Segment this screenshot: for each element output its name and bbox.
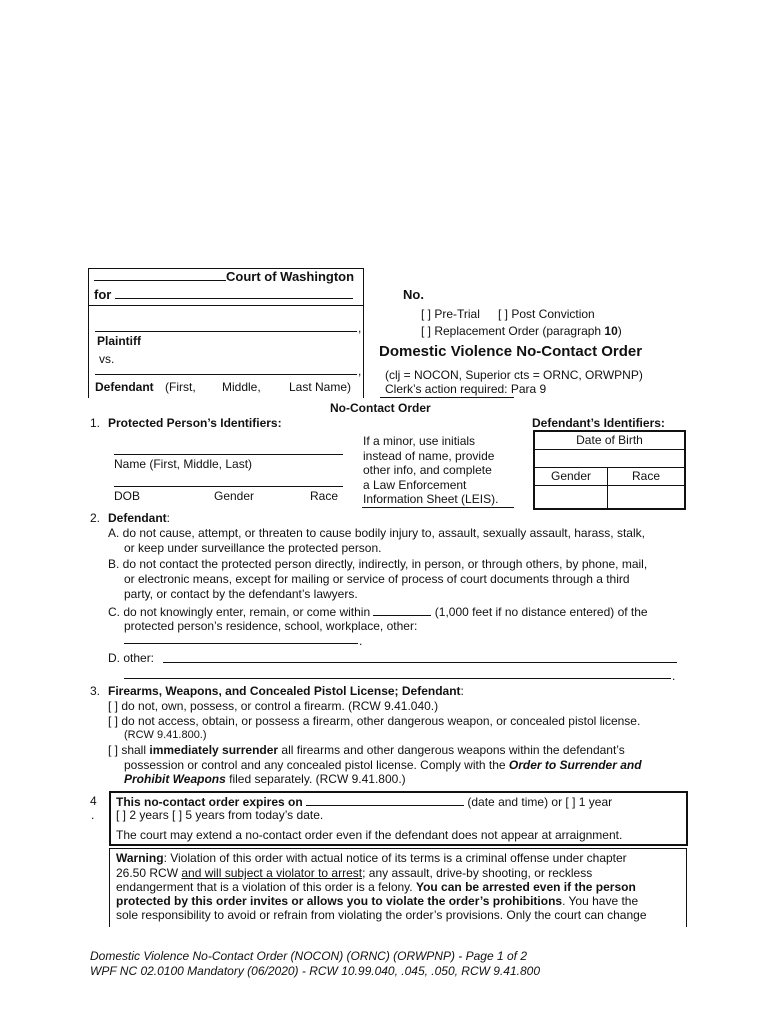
s4-line1	[116, 794, 612, 809]
other-location-period: .	[359, 634, 363, 648]
caption-right-border	[363, 268, 364, 398]
warning-line2	[116, 866, 592, 880]
defendant-middle: Middle,	[222, 380, 261, 394]
s3-l5-pre: possession or control and any concealed pistol license. Comply with the	[124, 758, 509, 772]
def-race-label: Race	[631, 469, 660, 483]
footer-line2: WPF NC 02.0100 Mandatory (06/2020) - RCW 10.99.040, .045, .050, RCW 9.41.800	[90, 964, 541, 978]
protected-dob: DOB	[114, 489, 141, 503]
defendant-identifiers-heading: Defendant’s Identifiers:	[532, 416, 665, 430]
defendant-identifiers-table	[533, 430, 686, 510]
def-gender-entry[interactable]	[535, 486, 608, 508]
s4-dot: .	[91, 808, 95, 822]
s3-num: 3.	[90, 684, 101, 698]
protected-race: Race	[310, 489, 339, 503]
expiration-note: The court may extend a no-contact order even if the defendant does not appear at arraignment.	[116, 828, 623, 842]
minor-note-2: instead of name, provide	[363, 449, 495, 463]
defendant-label: Defendant	[95, 380, 154, 394]
s1-heading: Protected Person’s Identifiers:	[108, 416, 282, 430]
warning-line3	[116, 880, 636, 894]
protected-gender: Gender	[214, 489, 255, 503]
protected-name-label: Name (First, Middle, Last)	[114, 457, 253, 471]
warning-t2-pre: 26.50 RCW	[116, 866, 182, 880]
defendant-last: Last Name)	[289, 380, 352, 394]
warning-t3-pre: endangerment that is a violation of this order is a felony.	[116, 880, 416, 894]
court-blank[interactable]	[94, 269, 226, 281]
order-title: Domestic Violence No-Contact Order	[379, 343, 643, 360]
protected-id-blank[interactable]	[114, 476, 343, 487]
def-gender-label: Gender	[550, 469, 592, 483]
warning-t3-bold: You can be arrested even if the person	[415, 880, 636, 894]
def-dob-cell[interactable]	[535, 432, 684, 450]
s3-l4-bold: immediately surrender	[149, 743, 279, 757]
clerk-underline	[380, 397, 514, 398]
warning-line4	[116, 894, 638, 908]
clerk-note: Clerk’s action required: Para 9	[385, 382, 547, 396]
minor-note-5: Information Sheet (LEIS).	[363, 492, 499, 506]
minor-note-underline	[362, 507, 514, 508]
replacement-order-checkbox[interactable]	[421, 324, 622, 338]
replacement-num: 10	[604, 324, 618, 338]
other-location-blank[interactable]	[124, 633, 358, 644]
s3-l5-bold: Order to Surrender and	[508, 758, 642, 772]
s3-l6-bold: Prohibit Weapons	[124, 772, 226, 786]
post-conviction-checkbox[interactable]: [ ] Post Conviction	[498, 307, 595, 321]
s2-num: 2.	[90, 511, 101, 525]
s2-d-label: D. other:	[108, 651, 155, 665]
case-number-label: No.	[403, 287, 424, 302]
defendant-blank[interactable]	[95, 362, 357, 375]
replacement-prefix: [ ] Replacement Order (paragraph	[421, 324, 605, 338]
s3-heading: Firearms, Weapons, and Concealed Pistol License; Defendant	[108, 684, 461, 698]
s2-a-line1: A. do not cause, attempt, or threaten to cause bodily injury to, assault, sexually assault, harass, stalk,	[108, 526, 645, 540]
plaintiff-label: Plaintiff	[97, 334, 141, 348]
s2-c-line1	[108, 604, 648, 619]
def-dob-entry[interactable]	[535, 450, 684, 468]
caption-mid-border	[88, 305, 364, 306]
s3-l4-pre: [ ] shall	[108, 743, 150, 757]
plaintiff-blank[interactable]	[95, 319, 357, 332]
s3-l4-post: all firearms and other dangerous weapons within the defendant’s	[278, 743, 625, 757]
other-restriction-blank-1[interactable]	[163, 651, 677, 663]
s2-heading: Defendant	[108, 511, 167, 525]
firearm-surrender-checkbox[interactable]	[108, 743, 625, 757]
section-title: No-Contact Order	[330, 401, 431, 415]
warning-label: Warning	[116, 851, 164, 865]
s3-line5	[124, 758, 642, 772]
defendant-comma: ,	[358, 364, 362, 378]
s2-c-pre: C. do not knowingly enter, remain, or come within	[108, 605, 374, 619]
defendant-line	[95, 380, 154, 394]
warning-t2-u: and will subject a violator to arrest	[181, 866, 363, 880]
s3-heading-line	[108, 684, 464, 698]
def-gender-cell[interactable]	[535, 468, 608, 486]
expiration-options[interactable]: [ ] 2 years [ ] 5 years from today’s date.	[116, 808, 324, 822]
s2-c-line2: protected person’s residence, school, workplace, other:	[124, 619, 418, 633]
def-dob-label: Date of Birth	[576, 433, 643, 447]
firearm-possess-checkbox[interactable]: [ ] do not, own, possess, or control a firearm. (RCW 9.41.040.)	[108, 699, 439, 713]
for-label: for	[94, 287, 112, 302]
s1-num: 1.	[90, 416, 101, 430]
s2-b-line1: B. do not contact the protected person directly, indirectly, in person, or through others, by phone, mail,	[108, 557, 648, 571]
s2-a-line2: or keep under surveillance the protected person.	[124, 541, 382, 555]
warning-t1: : Violation of this order with actual notice of its terms is a criminal offense under chapter	[163, 851, 627, 865]
minor-note-1: If a minor, use initials	[363, 434, 476, 448]
court-line	[94, 269, 354, 284]
protected-name-blank[interactable]	[114, 444, 343, 455]
s3-line6	[124, 772, 406, 786]
def-race-cell[interactable]	[608, 468, 684, 486]
warning-t4-bold: protected by this order invites or allows you to violate the order’s prohibitions	[116, 894, 563, 908]
vs-label: vs.	[99, 352, 115, 366]
clj-note: (clj = NOCON, Superior cts = ORNC, ORWPNP)	[385, 368, 643, 382]
firearm-access-rcw: (RCW 9.41.800.)	[124, 729, 207, 741]
other-restriction-blank-2[interactable]	[124, 667, 671, 679]
for-blank[interactable]	[115, 287, 353, 299]
s2-colon: :	[166, 511, 171, 525]
expires-label: This no-contact order expires on	[116, 795, 303, 809]
s2-b-line2: or electronic means, except for mailing or service of process of court documents through a third	[124, 572, 630, 586]
s2-heading-line	[108, 511, 170, 525]
s2-b-line3: party, or contact by the defendant’s lawyers.	[124, 587, 358, 601]
warning-line5: sole responsibility to avoid or refrain from violating the order’s provisions. Only the court can change	[116, 908, 647, 922]
s3-l6-post: filed separately. (RCW 9.41.800.)	[225, 772, 406, 786]
warning-t4-post: . You have the	[562, 894, 639, 908]
plaintiff-comma: ,	[358, 321, 362, 335]
footer-line1: Domestic Violence No-Contact Order (NOCON) (ORNC) (ORWPNP) - Page 1 of 2	[90, 949, 527, 963]
other-restriction-period: .	[672, 669, 676, 683]
firearm-access-checkbox[interactable]: [ ] do not access, obtain, or possess a firearm, other dangerous weapon, or concealed pistol license.	[108, 714, 641, 728]
warning-t2-post: ; any assault, drive-by shooting, or reckless	[362, 866, 593, 880]
def-race-entry[interactable]	[608, 486, 684, 508]
expires-post: (date and time) or [ ] 1 year	[464, 795, 613, 809]
expiration-date-blank[interactable]	[306, 794, 464, 806]
for-line	[94, 287, 353, 302]
distance-blank[interactable]	[373, 604, 431, 616]
s2-c-post: (1,000 feet if no distance entered) of the	[431, 605, 648, 619]
warning-line1	[116, 851, 627, 865]
s3-colon: :	[460, 684, 464, 698]
defendant-first: (First,	[165, 380, 196, 394]
minor-note-4: a Law Enforcement	[363, 478, 467, 492]
minor-note-3: other info, and complete	[363, 463, 492, 477]
court-suffix: Court of Washington	[226, 269, 355, 284]
replacement-suffix: )	[617, 324, 622, 338]
caption-left-border	[88, 268, 89, 398]
s4-num: 4	[90, 794, 97, 808]
pretrial-checkbox[interactable]: [ ] Pre-Trial	[421, 307, 480, 321]
